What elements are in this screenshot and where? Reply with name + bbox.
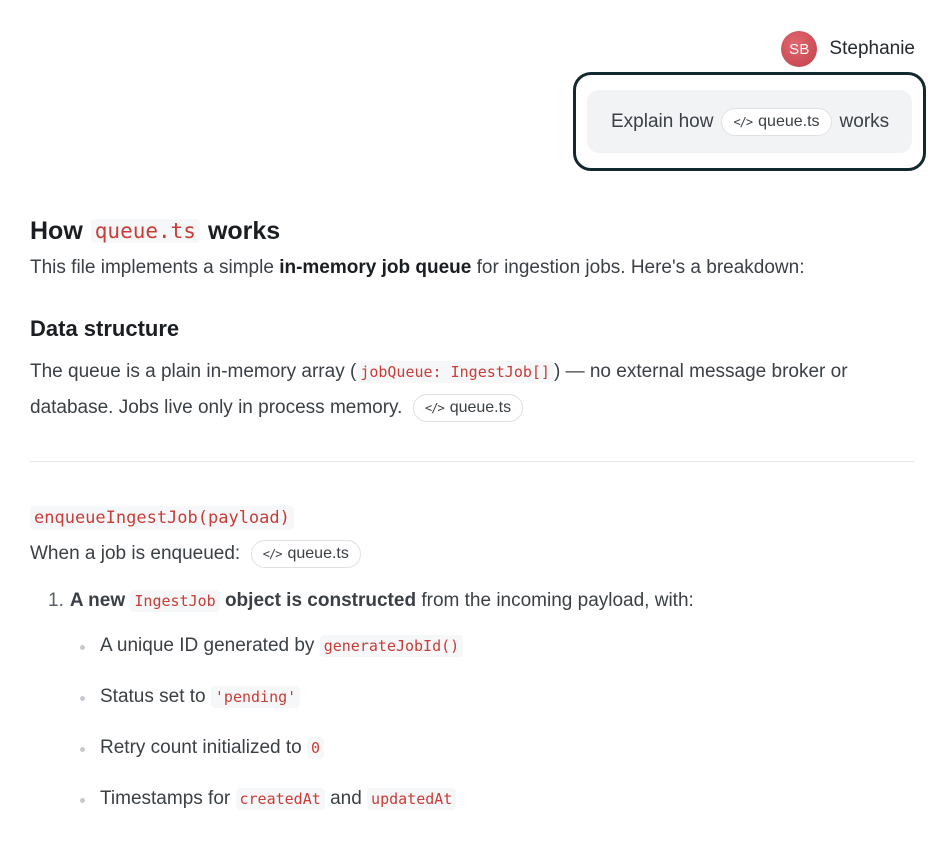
inline-code: updatedAt bbox=[367, 788, 456, 810]
title-code: queue.ts bbox=[91, 219, 200, 243]
intro-bold: in-memory job queue bbox=[279, 257, 472, 278]
steps-list bbox=[30, 586, 915, 616]
list-item: Status set to 'pending' bbox=[80, 682, 915, 733]
file-chip[interactable] bbox=[251, 540, 361, 568]
code-file-icon: </> bbox=[262, 546, 282, 561]
intro-paragraph: This file implements a simple in-memory job queue for ingestion jobs. Here's a breakdown: bbox=[30, 257, 805, 278]
assistant-response bbox=[30, 212, 915, 835]
user-message-focus-ring[interactable] bbox=[573, 72, 926, 171]
user-name: Stephanie bbox=[829, 38, 915, 59]
list-number: 1. bbox=[48, 590, 64, 611]
when-paragraph: When a job is enqueued: </> queue.ts bbox=[30, 536, 915, 572]
list-item: Timestamps for createdAt and updatedAt bbox=[80, 784, 915, 835]
inline-code: jobQueue: IngestJob[] bbox=[356, 361, 554, 383]
message-text-before: Explain how bbox=[611, 110, 714, 132]
inline-code: createdAt bbox=[236, 788, 325, 810]
divider bbox=[30, 461, 915, 462]
title-text-end: works bbox=[207, 216, 281, 245]
response-title bbox=[30, 212, 915, 250]
function-heading: enqueueIngestJob(payload) bbox=[30, 506, 294, 530]
code-file-icon: </> bbox=[425, 400, 444, 415]
list-item: Retry count initialized to 0 bbox=[80, 733, 915, 784]
section-heading-data-structure: Data structure bbox=[30, 316, 180, 341]
bullet-icon bbox=[80, 747, 85, 752]
bullet-icon bbox=[80, 798, 85, 803]
user-header bbox=[781, 31, 915, 67]
code-file-icon: </> bbox=[733, 114, 753, 129]
inline-code: 0 bbox=[307, 737, 324, 759]
bullet-icon bbox=[80, 696, 85, 701]
list-item: A unique ID generated by generateJobId() bbox=[80, 631, 915, 682]
title-text: How bbox=[30, 216, 83, 245]
file-chip-label: queue.ts bbox=[758, 112, 820, 130]
list-item: 1. A new IngestJob object is constructed from the incoming payload, with: bbox=[30, 586, 915, 616]
inline-code: 'pending' bbox=[211, 686, 300, 708]
file-chip-label: queue.ts bbox=[449, 398, 512, 416]
step-details-list bbox=[30, 631, 915, 835]
message-text-after: works bbox=[839, 110, 890, 132]
file-chip[interactable] bbox=[413, 394, 523, 422]
file-chip[interactable] bbox=[721, 108, 831, 136]
user-message-bubble[interactable] bbox=[587, 90, 912, 153]
inline-code: generateJobId() bbox=[320, 635, 463, 657]
data-structure-paragraph: The queue is a plain in-memory array ( jobQueue: IngestJob[] ) — no external message broker or database. Jobs live only in process memory. </> queue.ts bbox=[30, 354, 915, 425]
inline-code: IngestJob bbox=[130, 590, 219, 612]
avatar[interactable]: SB bbox=[781, 31, 817, 67]
file-chip-label: queue.ts bbox=[287, 544, 349, 562]
bullet-icon bbox=[80, 645, 85, 650]
